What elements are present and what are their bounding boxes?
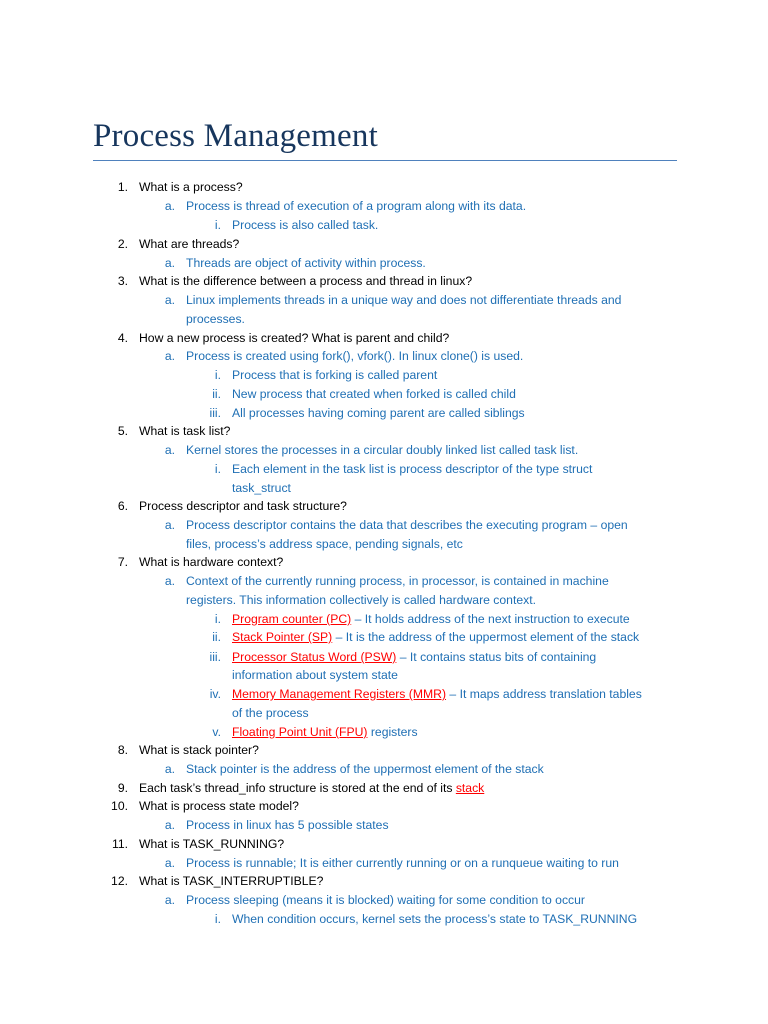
register-item [232, 723, 418, 741]
answer-text: Context of the currently running process, in processor, is contained in machine [186, 574, 609, 588]
list-marker: a. [164, 443, 175, 457]
register-item [232, 648, 596, 666]
list-marker: a. [164, 762, 175, 776]
answer-text: Stack pointer is the address of the uppermost element of the stack [186, 762, 544, 776]
highlighted-term: Processor Status Word (PSW) [232, 650, 397, 664]
answer-text-continued: processes. [186, 312, 245, 326]
list-marker: a. [164, 893, 175, 907]
list-marker: a. [164, 349, 175, 363]
answer-text: Process is also called task. [232, 218, 379, 232]
answer-text-continued: registers. This information collectively is called hardware context. [186, 593, 536, 607]
list-marker: 1. [117, 180, 128, 194]
question-item [139, 779, 484, 797]
answer-text-continued: files, process’s address space, pending signals, etc [186, 537, 463, 551]
register-description: registers [367, 725, 418, 739]
list-marker: a. [164, 818, 175, 832]
answer-text: Linux implements threads in a unique way and does not differentiate threads and [186, 293, 622, 307]
highlighted-term: Program counter (PC) [232, 612, 352, 626]
answer-text: Process is runnable; It is either currently running or on a runqueue waiting to run [186, 856, 619, 870]
question-text: What is hardware context? [139, 555, 284, 569]
highlighted-term: Memory Management Registers (MMR) [232, 687, 447, 701]
register-description: – It is the address of the uppermost element of the stack [332, 630, 640, 644]
list-marker: 7. [117, 555, 128, 569]
register-description: – It contains status bits of containing [396, 650, 597, 664]
answer-text: Process is thread of execution of a program along with its data. [186, 199, 527, 213]
list-marker: 2. [117, 237, 128, 251]
list-marker: 9. [117, 781, 128, 795]
list-marker: ii. [212, 387, 221, 401]
list-marker: iii. [209, 650, 221, 664]
list-marker: a. [164, 518, 175, 532]
answer-text: When condition occurs, kernel sets the process’s state to TASK_RUNNING [232, 912, 638, 926]
list-marker: 3. [117, 274, 128, 288]
list-marker: i. [214, 612, 221, 626]
register-item [232, 685, 642, 703]
list-marker: a. [164, 574, 175, 588]
list-marker: v. [212, 725, 221, 739]
question-text: What are threads? [139, 237, 240, 251]
answer-text: New process that created when forked is called child [232, 387, 516, 401]
answer-text: Process is created using fork(), vfork(). In linux clone() is used. [186, 349, 524, 363]
list-marker: a. [164, 199, 175, 213]
list-marker: a. [164, 856, 175, 870]
list-marker: 10. [111, 799, 128, 813]
list-marker: iii. [209, 406, 221, 420]
question-text: What is TASK_RUNNING? [139, 837, 285, 851]
question-text: How a new process is created? What is parent and child? [139, 331, 450, 345]
question-text: What is stack pointer? [139, 743, 259, 757]
answer-text: Process sleeping (means it is blocked) waiting for some condition to occur [186, 893, 585, 907]
list-marker: i. [214, 912, 221, 926]
page-title: Process Management [93, 118, 378, 154]
title-underline [93, 160, 677, 161]
answer-text: Threads are object of activity within process. [186, 256, 426, 270]
answer-text: All processes having coming parent are called siblings [232, 406, 525, 420]
register-description: – It holds address of the next instruction to execute [351, 612, 630, 626]
answer-text: Process descriptor contains the data that describes the executing program – open [186, 518, 628, 532]
register-description: – It maps address translation tables [446, 687, 642, 701]
answer-text-continued: of the process [232, 706, 309, 720]
register-item [232, 610, 630, 628]
question-text: What is TASK_INTERRUPTIBLE? [139, 874, 324, 888]
list-marker: 4. [117, 331, 128, 345]
question-text: What is process state model? [139, 799, 299, 813]
question-text: What is a process? [139, 180, 243, 194]
answer-text: Process in linux has 5 possible states [186, 818, 389, 832]
register-item [232, 628, 639, 646]
list-marker: 12. [111, 874, 128, 888]
answer-text: Process that is forking is called parent [232, 368, 438, 382]
highlighted-term: stack [455, 781, 485, 795]
list-marker: iv. [209, 687, 221, 701]
list-marker: 6. [117, 499, 128, 513]
list-marker: i. [214, 462, 221, 476]
answer-text: Each element in the task list is process descriptor of the type struct [232, 462, 593, 476]
answer-text-continued: information about system state [232, 668, 398, 682]
list-marker: ii. [212, 630, 221, 644]
highlighted-term: Stack Pointer (SP) [232, 630, 333, 644]
highlighted-term: Floating Point Unit (FPU) [232, 725, 368, 739]
question-text: What is task list? [139, 424, 231, 438]
list-marker: 8. [117, 743, 128, 757]
question-text: Each task’s thread_info structure is stored at the end of its [139, 781, 456, 795]
list-marker: i. [214, 218, 221, 232]
question-text: What is the difference between a process and thread in linux? [139, 274, 473, 288]
list-marker: 11. [111, 837, 128, 851]
answer-text-continued: task_struct [232, 481, 291, 495]
list-marker: i. [214, 368, 221, 382]
list-marker: a. [164, 256, 175, 270]
answer-text: Kernel stores the processes in a circular doubly linked list called task list. [186, 443, 579, 457]
list-marker: a. [164, 293, 175, 307]
list-marker: 5. [117, 424, 128, 438]
question-text: Process descriptor and task structure? [139, 499, 347, 513]
